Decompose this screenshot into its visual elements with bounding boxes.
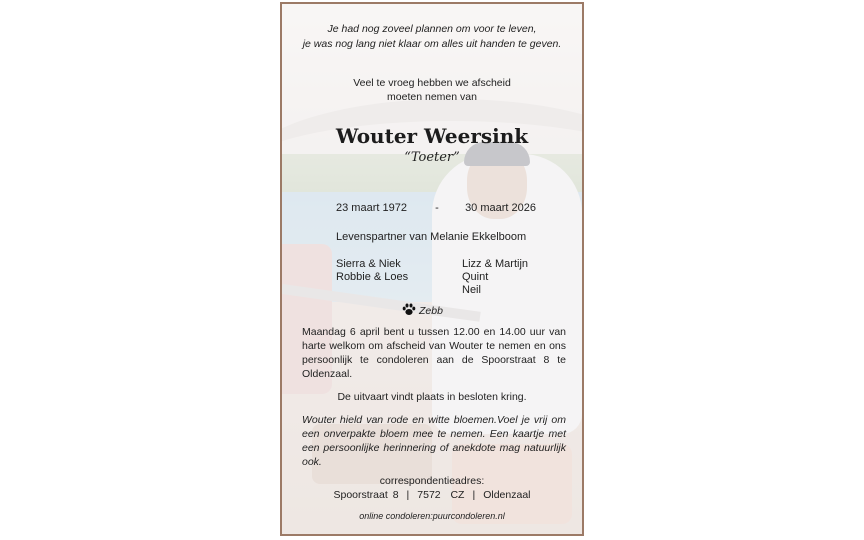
address-city: Oldenzaal — [483, 489, 531, 501]
intro-text — [282, 76, 582, 104]
address-separator: | — [406, 489, 410, 501]
deceased-nickname: “Toeter” — [404, 150, 460, 165]
life-dates — [336, 202, 576, 214]
child-entry: Quint — [462, 271, 489, 283]
correspondence-address — [282, 489, 582, 501]
deceased-name: Wouter Weersink — [335, 124, 529, 148]
address-postcode: 7572 CZ — [417, 489, 465, 501]
paw-icon — [402, 303, 416, 316]
death-date: 30 maart 2026 — [465, 202, 536, 214]
children-left — [336, 258, 408, 284]
date-dash: - — [435, 202, 439, 214]
opening-quote — [282, 22, 582, 52]
intro-line-1: Veel te vroeg hebben we afscheid — [353, 77, 511, 89]
quote-line-2: je was nog lang niet klaar om alles uit handen te geven. — [302, 38, 562, 50]
obituary-card — [280, 2, 584, 536]
ceremony-text: Maandag 6 april bent u tussen 12.00 en 14.00 uur van harte welkom om afscheid van Wouter te nemen en ons persoonlijk te condoleren aan de Spoorstraat 8 te Oldenzaal. — [302, 326, 566, 380]
children-right — [462, 258, 528, 297]
intro-line-2: moeten nemen van — [387, 91, 477, 103]
child-entry: Lizz & Martijn — [462, 258, 529, 270]
birth-date: 23 maart 1972 — [336, 202, 407, 214]
child-entry: Sierra & Niek — [336, 258, 401, 270]
partner-line: Levenspartner van Melanie Ekkelboom — [336, 231, 527, 243]
funeral-text: De uitvaart vindt plaats in besloten kring. — [337, 391, 527, 403]
child-entry: Robbie & Loes — [336, 271, 409, 283]
child-entry: Neil — [462, 284, 481, 296]
correspondence-label: correspondentieadres: — [379, 475, 485, 487]
pet-line — [402, 303, 443, 317]
flowers-text: Wouter hield van rode en witte bloemen.Voel je vrij om een onverpakte bloem mee te nemen. Een kaartje met een persoonlijke herinnering of anekdote mag natuurlijk ook. — [302, 414, 566, 468]
address-street: Spoorstraat 8 — [333, 489, 399, 501]
address-separator: | — [472, 489, 476, 501]
pet-name: Zebb — [419, 305, 443, 317]
online-condolence-link[interactable]: online condoleren:puurcondoleren.nl — [359, 511, 505, 521]
quote-line-1: Je had nog zoveel plannen om voor te leven, — [327, 23, 537, 35]
